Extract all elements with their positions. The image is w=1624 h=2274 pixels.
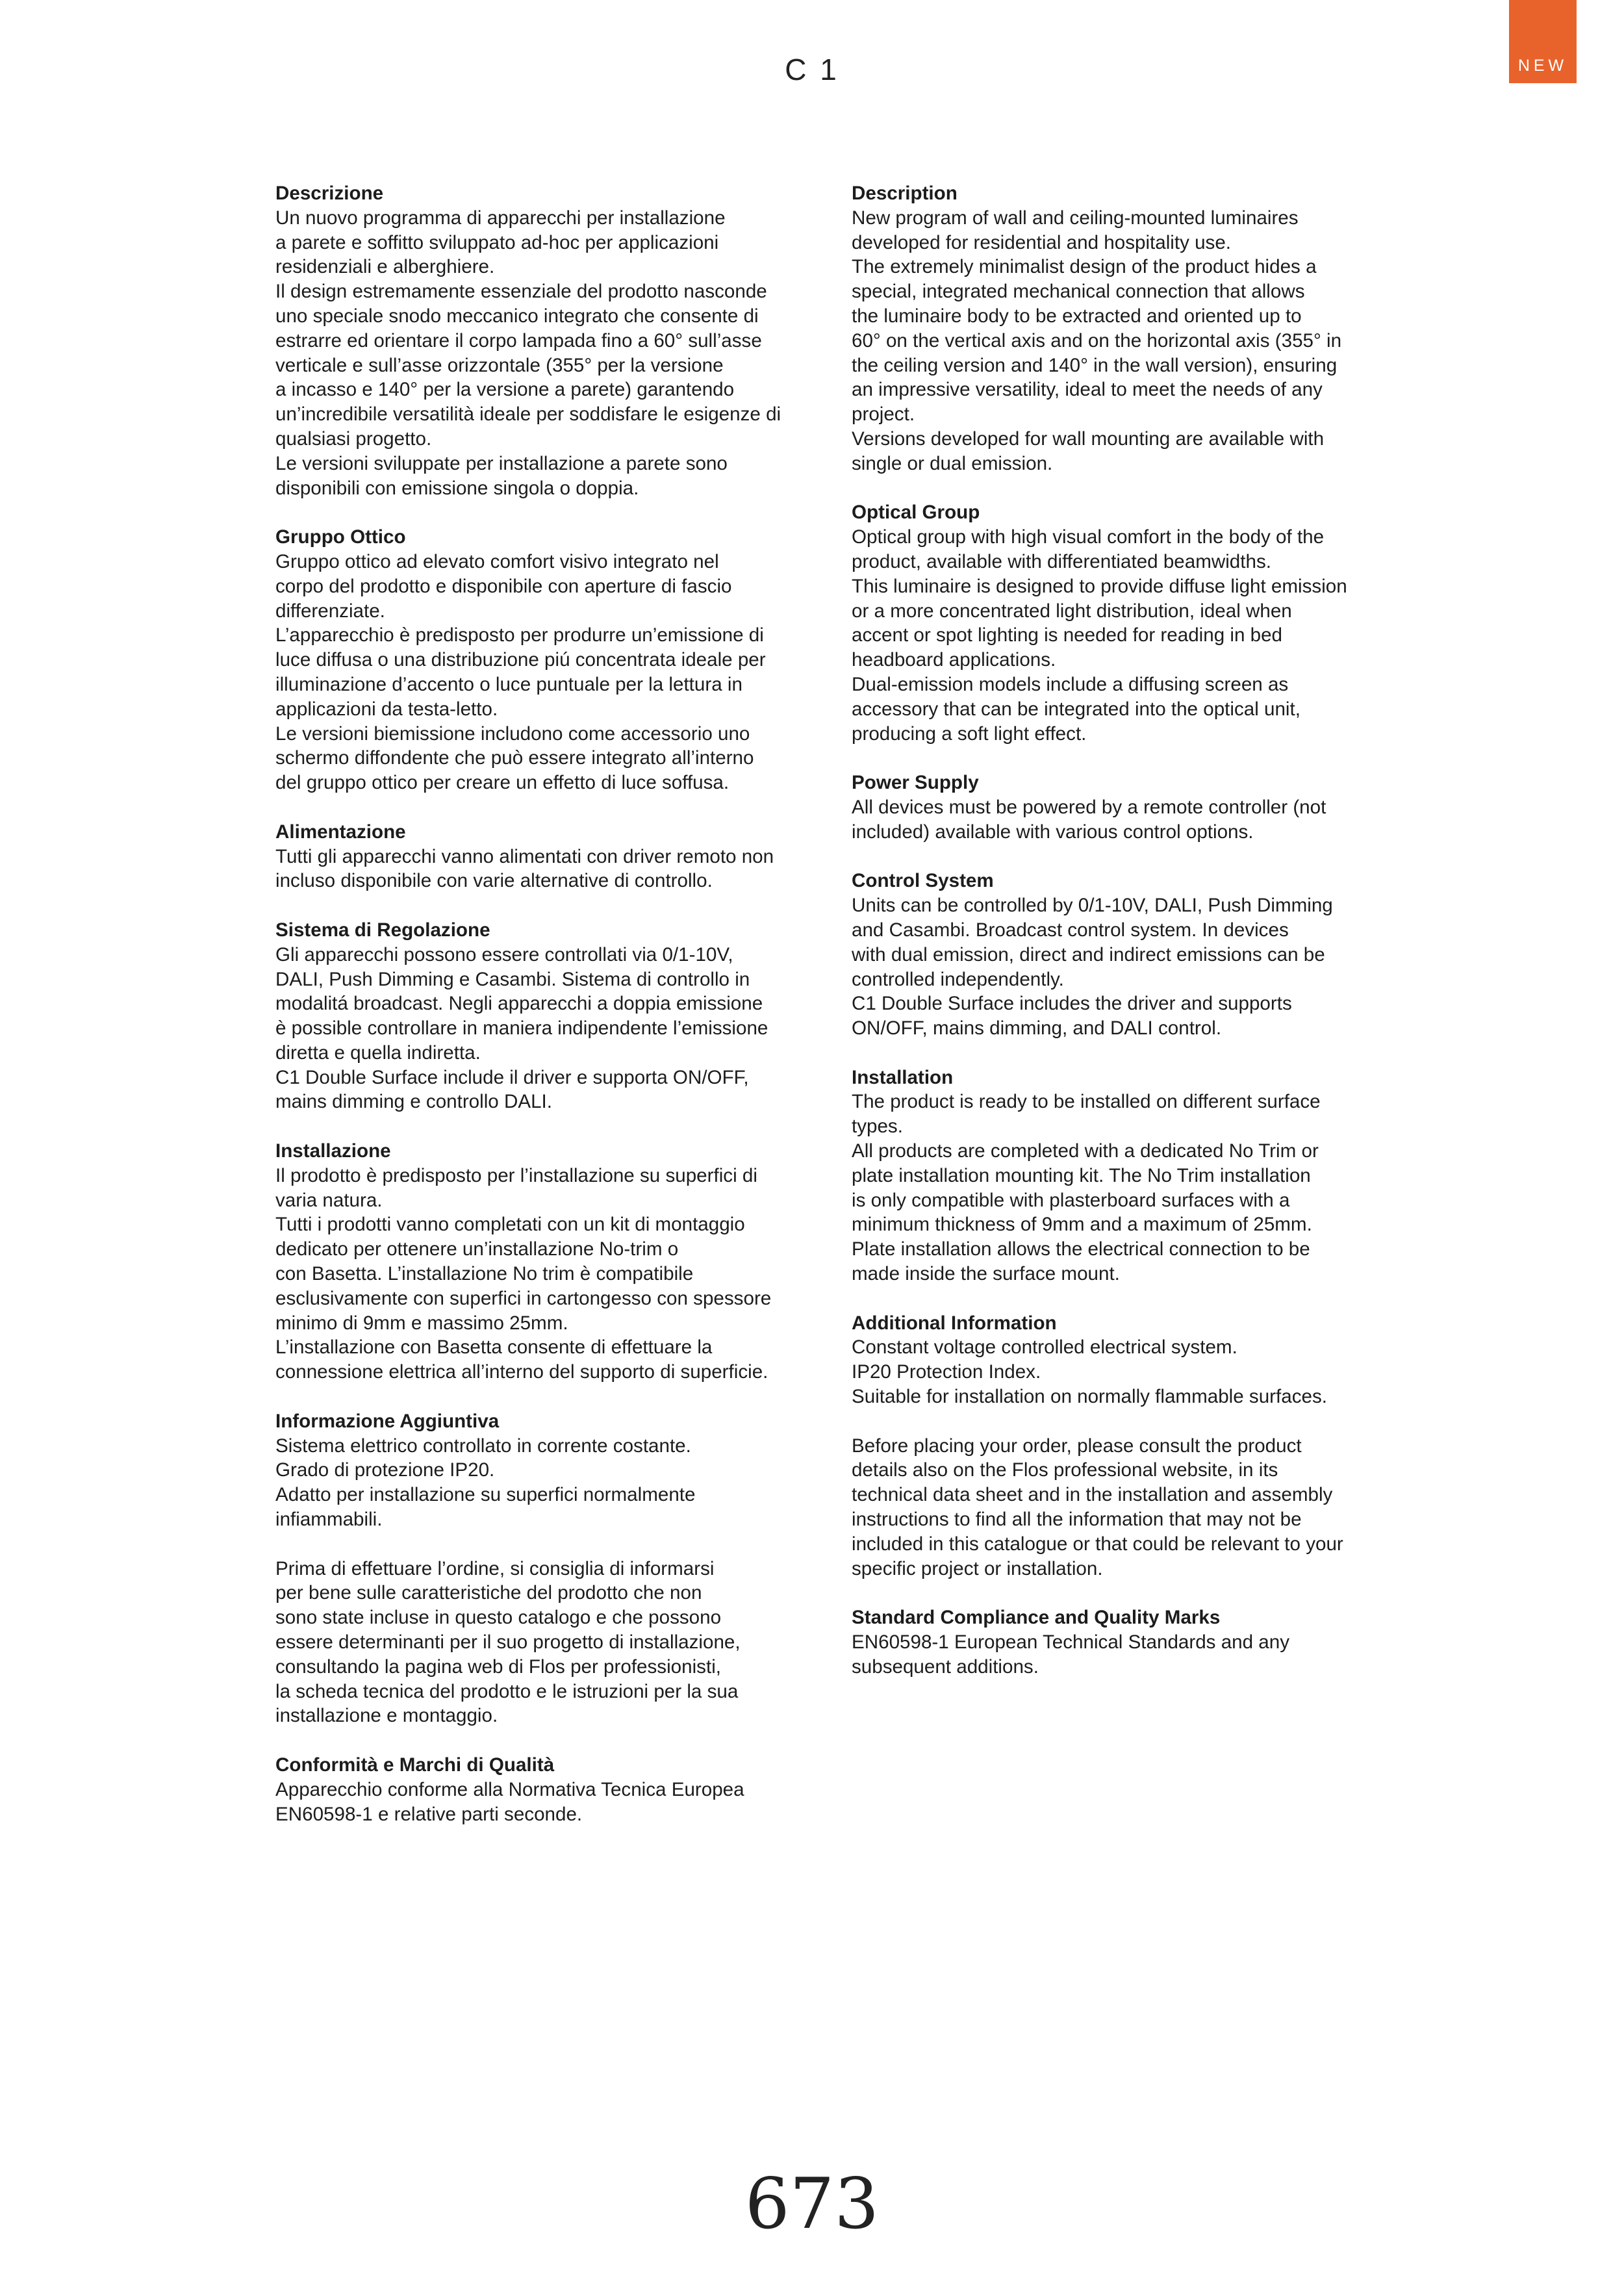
- section-alimentazione: [275, 820, 815, 893]
- section-installation: [852, 1066, 1391, 1286]
- section-gruppo-ottico: [275, 525, 815, 795]
- section-power-supply: [852, 771, 1391, 844]
- section-body: Units can be controlled by 0/1-10V, DALI, Push Dimming and Casambi. Broadcast control system. In devices with dual emission, direct and indirect emissions can be controlled independently. C1 Double Surface includes the driver and supports ON/OFF, mains dimming, and DALI control.: [852, 895, 1333, 1040]
- section-heading: Power Supply: [852, 772, 979, 794]
- section-standard-compliance: [852, 1605, 1391, 1679]
- section-order-note: [275, 1557, 815, 1729]
- section-heading: Control System: [852, 870, 994, 892]
- section-body: Gli apparecchi possono essere controllati via 0/1-10V, DALI, Push Dimming e Casambi. Sistema di controllo in modalitá broadcast. Negli apparecchi a doppia emissione è possible controllare in maniera indipendente l’emissione diretta e quella indiretta. C1 Double Surface include il driver e supporta ON/OFF, mains dimming e controllo DALI.: [275, 943, 768, 1113]
- section-installazione: [275, 1139, 815, 1385]
- section-description: [852, 181, 1391, 476]
- page-title: C 1: [785, 53, 839, 86]
- section-body: Gruppo ottico ad elevato comfort visivo integrato nel corpo del prodotto e disponibile con aperture di fascio differenziate. L’apparecchio è predisposto per produrre un’emissione di luce diffusa o una distribuzione piú concentrata ideale per illuminazione d’accento o luce puntuale per la lettura in applicazioni da testa-letto. Le versioni biemissione includono come accessorio uno schermo diffondente che può essere integrato all’interno del gruppo ottico per creare un effetto di luce soffusa.: [275, 550, 766, 794]
- section-body: Before placing your order, please consult the product details also on the Flos professional website, in its technical data sheet and in the installation and assembly instructions to find all the information that may not be included in this catalogue or that could be relevant to your specific project or installation.: [852, 1435, 1343, 1579]
- section-sistema-di-regolazione: [275, 918, 815, 1114]
- section-body: Il prodotto è predisposto per l’installazione su superfici di varia natura. Tutti i prodotti vanno completati con un kit di montaggio dedicato per ottenere un’installazione No-trim o con Basetta. L’installazione No trim è compatibile esclusivamente con superfici in cartongesso con spessore minimo di 9mm e massimo 25mm. L’installazione con Basetta consente di effettuare la connessione elettrica all’interno del supporto di superficie.: [275, 1164, 772, 1383]
- section-heading: Installation: [852, 1066, 954, 1088]
- section-heading: Installazione: [275, 1140, 391, 1162]
- section-body: Optical group with high visual comfort in the body of the product, available with differentiated beamwidths. This luminaire is designed to provide diffuse light emission or a more concentrated light distribution, ideal when accent or spot lighting is needed for reading in bed headboard applications. Dual-emission models include a diffusing screen as accessory that can be integrated into the optical unit, producing a soft light effect.: [852, 526, 1347, 745]
- section-heading: Standard Compliance and Quality Marks: [852, 1607, 1221, 1629]
- italian-column: [275, 181, 815, 1851]
- section-body: Prima di effettuare l’ordine, si consiglia di informarsi per bene sulle caratteristiche del prodotto che non sono state incluse in questo catalogo e che possono essere determinanti per il suo progetto di installazione, consultando la pagina web di Flos per professionisti, la scheda tecnica del prodotto e le istruzioni per la sua installazione e montaggio.: [275, 1557, 741, 1727]
- section-heading: Alimentazione: [275, 821, 406, 843]
- section-conformita: [275, 1753, 815, 1826]
- section-heading: Description: [852, 183, 958, 204]
- section-control-system: [852, 869, 1391, 1041]
- section-heading: Descrizione: [275, 183, 384, 204]
- page-number: 673: [744, 2164, 880, 2245]
- section-heading: Sistema di Regolazione: [275, 919, 490, 941]
- section-body: Sistema elettrico controllato in corrente costante. Grado di protezione IP20. Adatto per installazione su superfici normalmente infiammabili.: [275, 1435, 696, 1531]
- english-column: [852, 181, 1391, 1704]
- section-heading: Optical Group: [852, 502, 980, 524]
- section-additional-information: [852, 1311, 1391, 1409]
- section-heading: Additional Information: [852, 1312, 1057, 1334]
- section-order-note: [852, 1434, 1391, 1581]
- section-heading: Gruppo Ottico: [275, 526, 406, 548]
- section-heading: Conformità e Marchi di Qualità: [275, 1754, 555, 1776]
- section-body: All devices must be powered by a remote controller (not included) available with various control options.: [852, 796, 1326, 843]
- section-body: Apparecchio conforme alla Normativa Tecnica Europea EN60598-1 e relative parti seconde.: [275, 1778, 744, 1825]
- section-optical-group: [852, 500, 1391, 746]
- section-body: Constant voltage controlled electrical system. IP20 Protection Index. Suitable for installation on normally flammable surfaces.: [852, 1336, 1327, 1408]
- section-informazione-aggiuntiva: [275, 1409, 815, 1532]
- section-heading: Informazione Aggiuntiva: [275, 1410, 500, 1432]
- new-badge: NEW: [1509, 0, 1577, 83]
- section-body: New program of wall and ceiling-mounted luminaires developed for residential and hospitality use. The extremely minimalist design of the product hides a special, integrated mechanical connection that allows the luminaire body to be extracted and oriented up to 60° on the vertical axis and on the horizontal axis (355° in the ceiling version and 140° in the wall version), ensuring an impressive versatility, ideal to meet the needs of any project. Versions developed for wall mounting are available with single or dual emission.: [852, 207, 1342, 474]
- section-body: Tutti gli apparecchi vanno alimentati con driver remoto non incluso disponibile con varie alternative di controllo.: [275, 845, 774, 892]
- section-body: EN60598-1 European Technical Standards and any subsequent additions.: [852, 1631, 1290, 1678]
- section-body: The product is ready to be installed on different surface types. All products are completed with a dedicated No Trim or plate installation mounting kit. The No Trim installation is only compatible with plasterboard surfaces with a minimum thickness of 9mm and a maximum of 25mm. Plate installation allows the electrical connection to be made inside the surface mount.: [852, 1091, 1321, 1285]
- section-descrizione: [275, 181, 815, 500]
- section-body: Un nuovo programma di apparecchi per installazione a parete e soffitto sviluppato ad-hoc per applicazioni residenziali e alberghiere. Il design estremamente essenziale del prodotto nasconde uno speciale snodo meccanico integrato che consente di estrarre ed orientare il corpo lampada fino a 60° sull’asse verticale e sull’asse orizzontale (355° per la versione a incasso e 140° per la versione a parete) garantendo un’incredibile versatilità ideale per soddisfare le esigenze di qualsiasi progetto. Le versioni sviluppate per installazione a parete sono disponibili con emissione singola o doppia.: [275, 207, 781, 499]
